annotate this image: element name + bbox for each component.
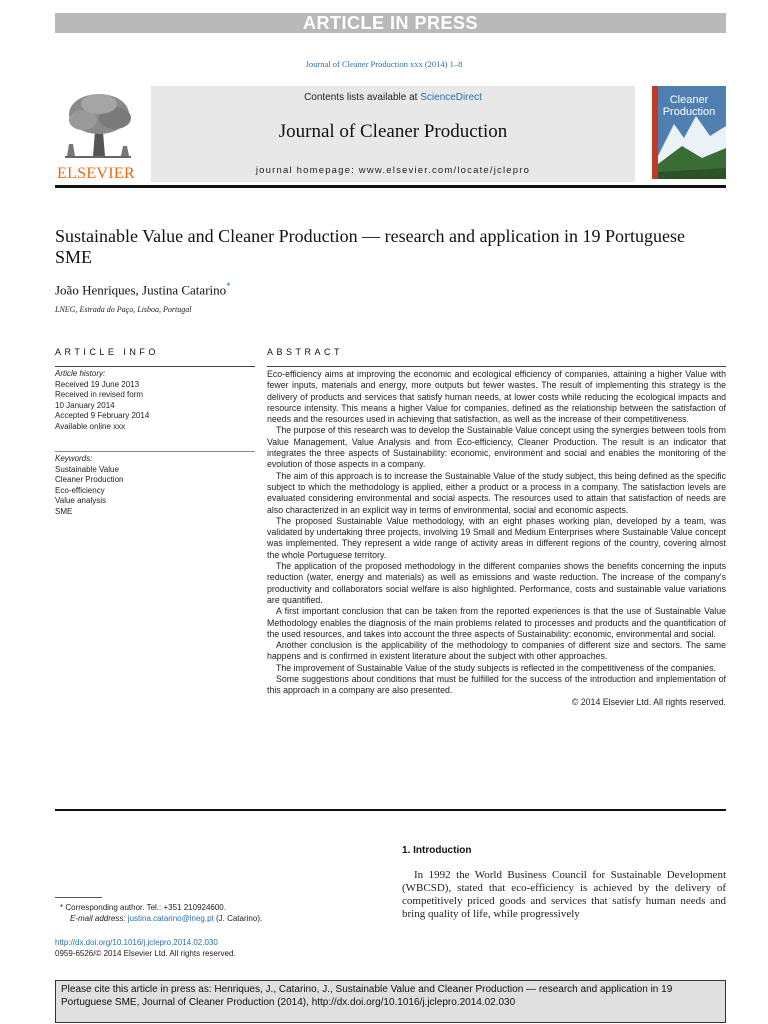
abstract-paragraph: A first important conclusion that can be taken from the reported experiences is that the use of Sustainable Value Methodology enables the diagnosis of the main problems related to processes and products and the quantification of the used resources, and takes into account the three aspects of Sustainability: economic, environmental and social. <box>267 606 726 639</box>
introduction-text <box>402 869 726 921</box>
email-label: E-mail address: <box>70 914 128 923</box>
journal-homepage[interactable]: journal homepage: www.elsevier.com/locate/jclepro <box>255 165 531 176</box>
author-list <box>55 281 231 298</box>
footnote-rule <box>55 897 102 898</box>
footnote <box>60 902 390 924</box>
contents-prefix: Contents lists available at <box>304 92 421 103</box>
keywords-rule <box>55 451 255 452</box>
history-label: Article history: <box>55 369 106 378</box>
keyword-item: Eco-efficiency <box>55 485 105 495</box>
history-item: Received in revised form <box>55 390 144 399</box>
abstract-paragraph: The purpose of this research was to develop the Sustainable Value concept using the synergies between tools from Value Management, Value Analysis and from Eco-efficiency, Cleaner Production. The result is an indicator that integrates the three aspects of Sustainability: economic, environment and social and enables the monitoring of the evolution of those aspects in a company. <box>267 425 726 470</box>
authors-text: João Henriques, Justina Catarino <box>55 282 227 298</box>
abstract-end-rule <box>55 809 726 811</box>
history-item: 10 January 2014 <box>55 400 115 410</box>
abstract-paragraph: Some suggestions about conditions that must be fulfilled for the success of the introduction and implementation of this approach in a company are also presented. <box>267 674 726 696</box>
abstract-body <box>267 369 726 708</box>
keyword-item: Cleaner Production <box>55 475 124 484</box>
affiliation: LNEG, Estrada do Paço, Lisboa, Portugal <box>55 305 192 314</box>
citation-box <box>55 980 726 1023</box>
journal-cover-image[interactable] <box>652 86 726 179</box>
doi-link[interactable]: http://dx.doi.org/10.1016/j.jclepro.2014.02.030 <box>55 938 218 947</box>
keywords <box>55 454 255 517</box>
keyword-item: SME <box>55 506 73 516</box>
abstract-paragraph: Eco-efficiency aims at improving the economic and ecological efficiency of companies, attaining a higher Value with fewer inputs, materials and energy, more outputs but fewer wastes. The result of implementing this strategy is the delivery of products and services that satisfy human needs, at lower costs while reducing the ecological impacts and resource intensity. This means a higher Value for companies, defined as the relationship between the satisfaction of needs and the resources used in achieving that satisfaction, as well as the increase of their competitiveness. <box>267 369 726 425</box>
elsevier-wordmark: ELSEVIER <box>57 165 135 182</box>
history-item: Received 19 June 2013 <box>55 379 140 389</box>
email-link[interactable]: justina.catarino@lneg.pt <box>127 914 214 923</box>
keyword-item: Sustainable Value <box>55 464 119 474</box>
introduction-heading: 1. Introduction <box>402 845 472 856</box>
issn-line: 0959-6526/© 2014 Elsevier Ltd. All rights reserved. <box>55 949 236 958</box>
tree-icon <box>55 86 145 166</box>
header-rule <box>55 185 726 188</box>
journal-reference-link[interactable]: Journal of Cleaner Production xxx (2014) 1–8 <box>305 59 463 69</box>
citation-text: Please cite this article in press as: Henriques, J., Catarino, J., Sustainable Value and Cleaner Production — research and application in 19 Portuguese SME, Journal of Cleaner Production (2014), http://dx.doi.org/10.1016/j.jclepro.2014.02.030 <box>61 984 673 1008</box>
keyword-item: Value analysis <box>55 496 106 505</box>
sciencedirect-link[interactable]: ScienceDirect <box>420 92 482 103</box>
email-suffix: (J. Catarino). <box>213 914 263 923</box>
abstract-paragraph: Another conclusion is the applicability of the methodology to companies of different size and sectors. The same happens and is confirmed in existent literature about the subject with other approaches. <box>267 640 726 662</box>
abstract-heading: ABSTRACT <box>267 347 344 357</box>
article-history <box>55 369 255 432</box>
journal-title: Journal of Cleaner Production <box>278 121 508 142</box>
abstract-paragraph: The improvement of Sustainable Value of the study subjects is reflected in the competitiveness of the companies. <box>276 662 716 673</box>
keywords-label: Keywords: <box>55 454 93 463</box>
abstract-paragraph: The proposed Sustainable Value methodology, with an eight phases working plan, developed by a team, was validated by undertaking three projects, involving 19 Small and Medium Enterprises where Sustainable Value concept was implemented. They represent a wide range of activity areas in different regions of the country, covering almost the whole Portuguese territory. <box>267 515 726 560</box>
history-item: Available online xxx <box>55 421 126 431</box>
article-info-rule <box>55 366 255 367</box>
abstract-paragraph: The aim of this approach is to increase the Sustainable Value of the study subject, this being defined as the specific subject to which the methodology is applied, either a product or a process in a company. The satisfaction levels are evaluated considering environmental and social aspects. The resources used to attain that satisfaction of needs are also characterized in an explicit way in terms of environmental, social and economic aspects. <box>267 470 726 515</box>
history-item: Accepted 9 February 2014 <box>55 411 150 420</box>
article-title: Sustainable Value and Cleaner Production — research and application in 19 Portuguese SME <box>55 226 685 267</box>
copyright-line: © 2014 Elsevier Ltd. All rights reserved. <box>571 696 726 707</box>
corresponding-author-note: * Corresponding author. Tel.: +351 210924600. <box>60 903 226 912</box>
article-info-heading: ARTICLE INFO <box>55 347 159 357</box>
contents-line <box>151 92 635 103</box>
email-line <box>60 913 390 924</box>
intro-paragraph: In 1992 the World Business Council for Sustainable Development (WBCSD), stated that eco-efficiency is achieved by the delivery of competitively priced goods and services that satisfy human needs and bring quality of life, while progressively <box>402 869 726 920</box>
article-in-press-banner: ARTICLE IN PRESS <box>55 13 726 33</box>
cover-title: Cleaner Production <box>662 94 716 118</box>
abstract-paragraph: The application of the proposed methodology in the different companies shows the benefits concerning the inputs reduction (water, energy and materials) as well as emissions and waste reduction. The increase of the company's productivity and collaborators social welfare is also highlighted. Performance, costs and sustainable value variations are quantified. <box>267 561 726 605</box>
abstract-rule <box>267 366 726 367</box>
corresponding-author-link[interactable]: * <box>226 281 231 291</box>
